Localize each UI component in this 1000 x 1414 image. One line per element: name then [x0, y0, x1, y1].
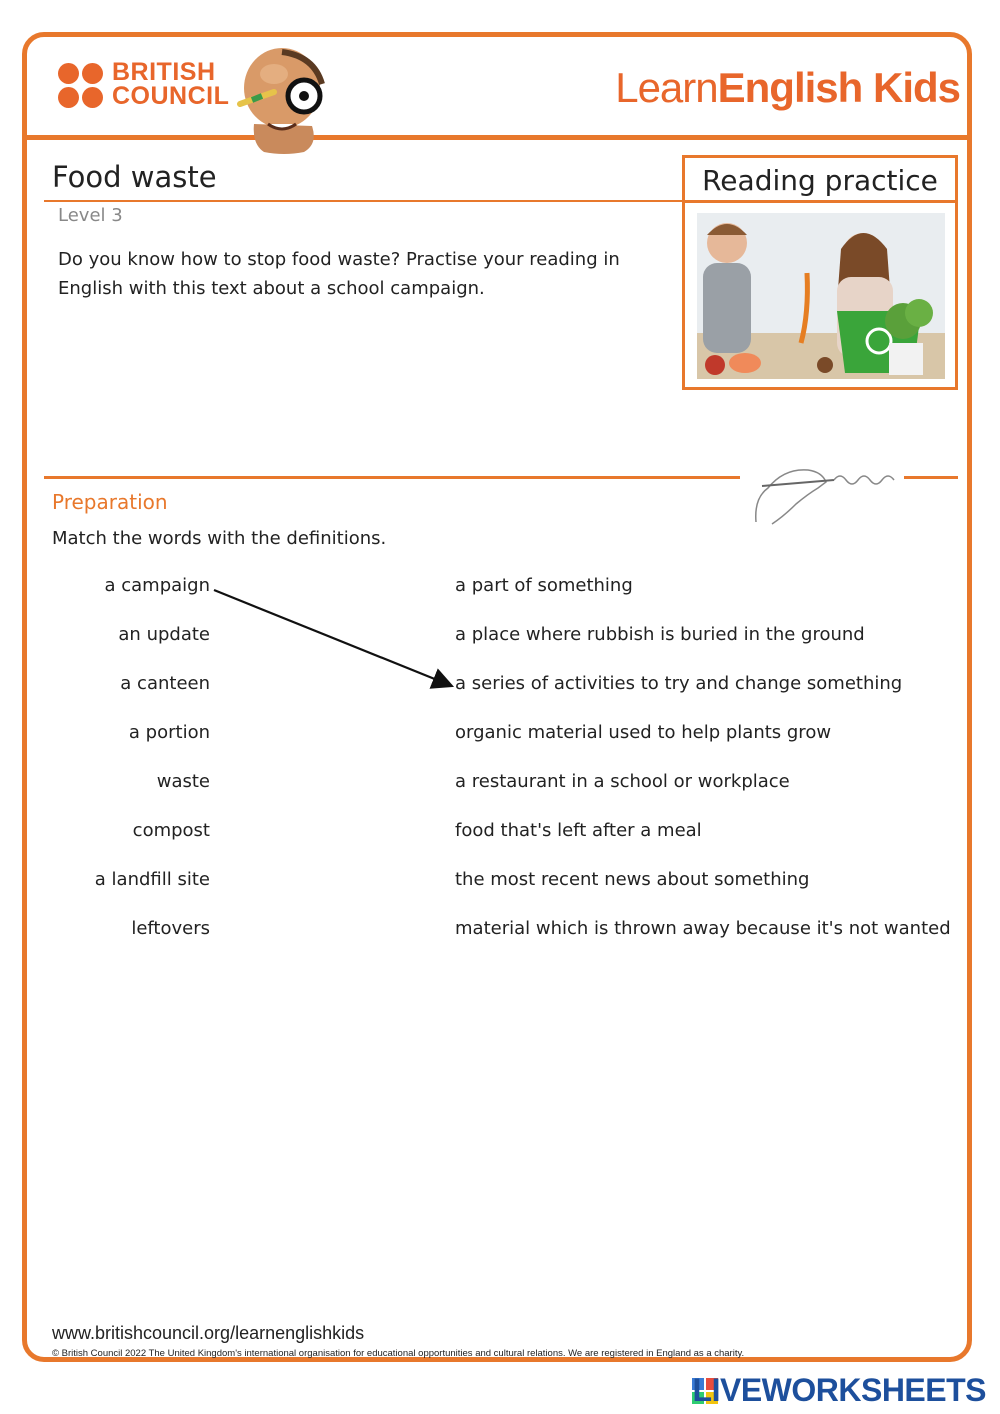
- match-word[interactable]: a canteen: [120, 673, 210, 694]
- writing-hand-icon: [748, 458, 900, 528]
- reading-practice-label: Reading practice: [685, 158, 955, 203]
- match-word[interactable]: a portion: [128, 722, 210, 743]
- page-title: Food waste: [52, 160, 217, 194]
- match-definition[interactable]: a place where rubbish is buried in the ground: [455, 624, 865, 645]
- match-word[interactable]: a campaign: [104, 575, 210, 596]
- reading-practice-box: [682, 155, 958, 390]
- liveworksheets-watermark: LIVEWORKSHEETS: [692, 1372, 986, 1408]
- intro-text: Do you know how to stop food waste? Practise your reading in English with this text about a school campaign.: [58, 249, 620, 299]
- match-word[interactable]: a landfill site: [94, 869, 210, 890]
- footer-copyright: © British Council 2022 The United Kingdom's international organisation for educational opportunities and cultural relations. We are registered in England as a charity.: [52, 1348, 745, 1359]
- header-divider: [24, 135, 972, 140]
- match-definition[interactable]: material which is thrown away because it's not wanted: [455, 918, 951, 939]
- british-council-logo-icon: [58, 63, 106, 111]
- level-label: Level 3: [58, 205, 123, 226]
- section-divider-right: [904, 476, 958, 479]
- match-definition[interactable]: a part of something: [455, 575, 633, 596]
- match-definition[interactable]: food that's left after a meal: [455, 820, 702, 841]
- mascot-icon: [234, 44, 334, 156]
- match-definition[interactable]: organic material used to help plants grow: [455, 722, 832, 743]
- match-word[interactable]: compost: [132, 820, 210, 841]
- match-definition[interactable]: a series of activities to try and change something: [455, 673, 903, 694]
- section-divider-left: [44, 476, 740, 479]
- learnenglish-kids-logo: LearnEnglish Kids: [615, 64, 960, 111]
- match-definition[interactable]: the most recent news about something: [455, 869, 810, 890]
- british-council-logo-text: BRITISH COUNCIL: [112, 58, 230, 110]
- kids-recycling-photo-icon: [697, 213, 945, 379]
- match-word[interactable]: an update: [118, 624, 210, 645]
- footer-url[interactable]: www.britishcouncil.org/learnenglishkids: [52, 1323, 365, 1343]
- match-word[interactable]: leftovers: [131, 918, 210, 939]
- preparation-heading: Preparation: [52, 490, 168, 514]
- title-divider: [44, 200, 682, 202]
- instructions-text: Match the words with the definitions.: [52, 528, 387, 549]
- match-definition[interactable]: a restaurant in a school or workplace: [455, 771, 790, 792]
- match-word[interactable]: waste: [156, 771, 210, 792]
